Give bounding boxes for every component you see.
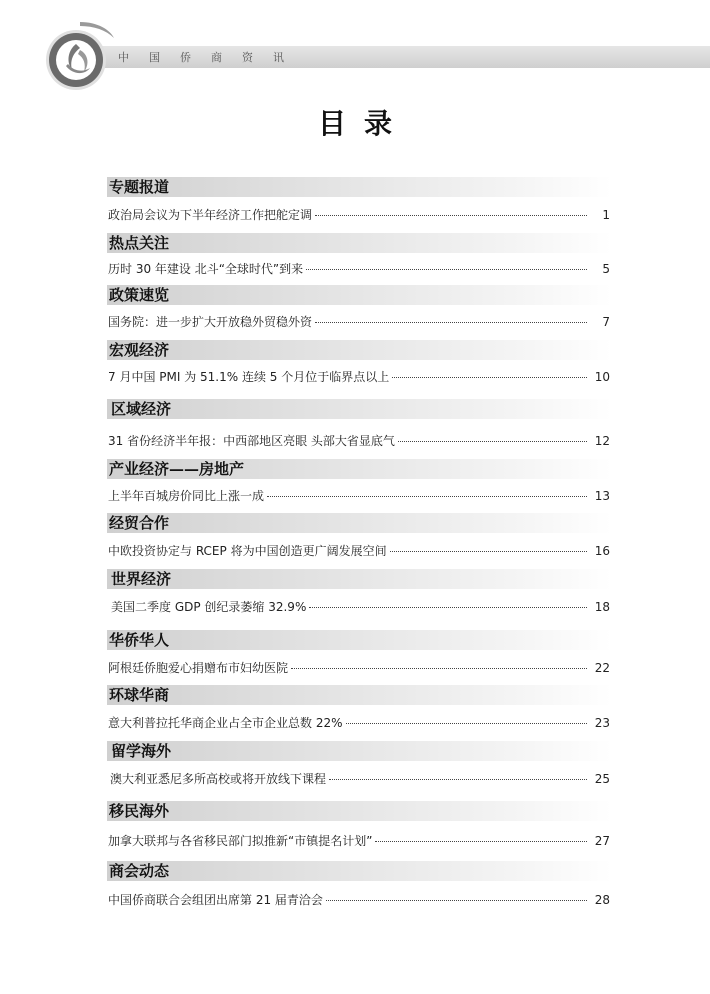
entry-title: 美国二季度 GDP 创纪录萎缩 32.9% <box>111 600 307 614</box>
entry-title: 历时 30 年建设 北斗“全球时代”到来 <box>108 262 304 276</box>
toc-section <box>107 801 612 848</box>
toc-section <box>107 399 612 448</box>
entry-title: 政治局会议为下半年经济工作把舵定调 <box>108 208 313 222</box>
toc-entry[interactable] <box>107 659 612 677</box>
section-heading-bar <box>107 177 612 197</box>
toc-entry[interactable] <box>107 770 612 788</box>
dot-leader <box>291 668 587 669</box>
toc-section <box>107 285 612 329</box>
section-heading-bar <box>107 801 612 821</box>
entry-title: 中欧投资协定与 RCEP 将为中国创造更广阔发展空间 <box>108 544 387 558</box>
section-heading-bar <box>107 233 612 253</box>
section-heading: 移民海外 <box>109 802 170 820</box>
federation-logo-icon <box>40 16 120 96</box>
page-number: 16 <box>594 544 610 558</box>
toc-entry[interactable] <box>107 487 612 505</box>
section-heading-bar <box>107 741 612 761</box>
section-heading: 环球华商 <box>109 686 170 704</box>
page-number: 27 <box>594 834 610 848</box>
section-heading-bar <box>107 340 612 360</box>
toc-section <box>107 513 612 558</box>
toc-entry[interactable] <box>107 542 612 560</box>
section-heading: 产业经济——房地产 <box>109 460 245 478</box>
section-heading-bar <box>107 513 612 533</box>
toc-section <box>107 233 612 276</box>
page-number: 25 <box>594 772 610 786</box>
entry-title: 意大利普拉托华商企业占全市企业总数 22% <box>108 716 343 730</box>
toc-entry[interactable] <box>107 260 612 278</box>
dot-leader <box>315 322 587 323</box>
page-title: 目录 <box>317 107 410 140</box>
toc-section <box>107 459 612 503</box>
entry-title: 中国侨商联合会组团出席第 21 届青洽会 <box>108 893 323 907</box>
toc-entry[interactable] <box>107 891 612 909</box>
section-heading: 经贸合作 <box>109 514 170 532</box>
section-heading-bar <box>107 685 612 705</box>
dot-leader <box>346 723 588 724</box>
page-number: 12 <box>594 434 610 448</box>
dot-leader <box>267 496 587 497</box>
section-heading: 华侨华人 <box>109 631 170 649</box>
dot-leader <box>309 607 587 608</box>
toc-entry[interactable] <box>107 714 612 732</box>
dot-leader <box>315 215 587 216</box>
toc-entry[interactable] <box>107 432 612 450</box>
section-heading-bar <box>107 285 612 305</box>
page-header <box>0 0 710 100</box>
toc-section <box>107 741 612 786</box>
entry-title: 澳大利亚悉尼多所高校或将开放线下课程 <box>110 772 327 786</box>
section-heading: 区域经济 <box>111 400 172 418</box>
section-heading-bar <box>107 861 612 881</box>
toc-section <box>107 685 612 730</box>
page-number: 1 <box>602 208 610 222</box>
section-heading: 专题报道 <box>109 178 170 196</box>
toc-entry[interactable] <box>107 313 612 331</box>
entry-title: 7 月中国 PMI 为 51.1% 连续 5 个月位于临界点以上 <box>108 370 390 384</box>
toc-section <box>107 861 612 907</box>
toc-section <box>107 177 612 222</box>
section-heading: 宏观经济 <box>109 341 170 359</box>
section-heading-bar <box>107 630 612 650</box>
page-number: 18 <box>594 600 610 614</box>
section-heading: 世界经济 <box>111 570 172 588</box>
toc-section <box>107 630 612 675</box>
page-number: 13 <box>594 489 610 503</box>
toc-section <box>107 569 612 614</box>
dot-leader <box>306 269 587 270</box>
dot-leader <box>329 779 587 780</box>
section-heading: 商会动态 <box>109 862 170 880</box>
entry-title: 上半年百城房价同比上涨一成 <box>108 489 265 503</box>
dot-leader <box>398 441 587 442</box>
entry-title: 31 省份经济半年报：中西部地区亮眼 头部大省显底气 <box>108 434 395 448</box>
toc-section <box>107 340 612 384</box>
entry-title: 国务院：进一步扩大开放稳外贸稳外资 <box>108 315 313 329</box>
section-heading: 热点关注 <box>109 234 170 252</box>
dot-leader <box>390 551 587 552</box>
toc-entry[interactable] <box>107 368 612 386</box>
page-number: 23 <box>594 716 610 730</box>
toc-entry[interactable] <box>107 832 612 850</box>
page-number: 22 <box>594 661 610 675</box>
toc-entry[interactable] <box>107 598 612 616</box>
header-title: 中国侨商资讯 <box>118 51 304 64</box>
page-number: 5 <box>602 262 610 276</box>
dot-leader <box>375 841 587 842</box>
entry-title: 阿根廷侨胞爱心捐赠布市妇幼医院 <box>108 661 289 675</box>
page-number: 7 <box>602 315 610 329</box>
page-number: 28 <box>594 893 610 907</box>
dot-leader <box>326 900 587 901</box>
section-heading: 留学海外 <box>111 742 172 760</box>
entry-title: 加拿大联邦与各省移民部门拟推新“市镇提名计划” <box>108 834 373 848</box>
section-heading-bar <box>107 569 612 589</box>
dot-leader <box>392 377 587 378</box>
section-heading-bar <box>107 399 612 419</box>
toc-entry[interactable] <box>107 206 612 224</box>
section-heading: 政策速览 <box>109 286 170 304</box>
page-number: 10 <box>594 370 610 384</box>
section-heading-bar <box>107 459 612 479</box>
